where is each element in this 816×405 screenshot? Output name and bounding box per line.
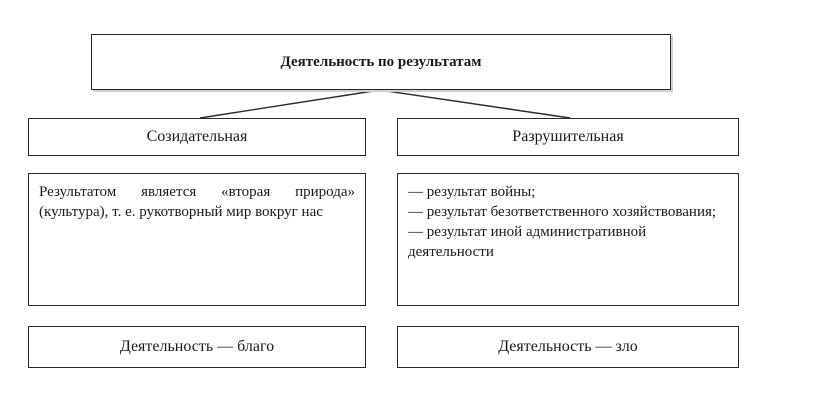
diagram-title-box xyxy=(91,34,671,90)
diagram-title: Деятельность по результатам xyxy=(280,53,482,70)
connector-right xyxy=(380,90,570,118)
result-item-administrative: — результат иной административной деятельности xyxy=(408,224,647,260)
category-box-destructive xyxy=(397,118,739,156)
evaluation-box-evil xyxy=(397,326,739,368)
evaluation-evil: Деятельность — зло xyxy=(498,338,638,355)
description-box-creative xyxy=(28,173,366,306)
result-item-war: — результат войны; xyxy=(408,184,536,200)
category-label-destructive: Разрушительная xyxy=(512,128,624,145)
category-label-creative: Созидательная xyxy=(146,128,248,145)
result-item-management: — результат безответственного хозяйствования; xyxy=(408,204,717,220)
evaluation-box-good xyxy=(28,326,366,368)
evaluation-good: Деятельность — благо xyxy=(119,338,275,355)
results-list-box-destructive xyxy=(397,173,739,306)
description-creative: Результатом является «вторая природа» (культура), т. е. рукотворный мир вокруг нас xyxy=(39,184,355,220)
connector-left xyxy=(200,90,380,118)
category-box-creative xyxy=(28,118,366,156)
